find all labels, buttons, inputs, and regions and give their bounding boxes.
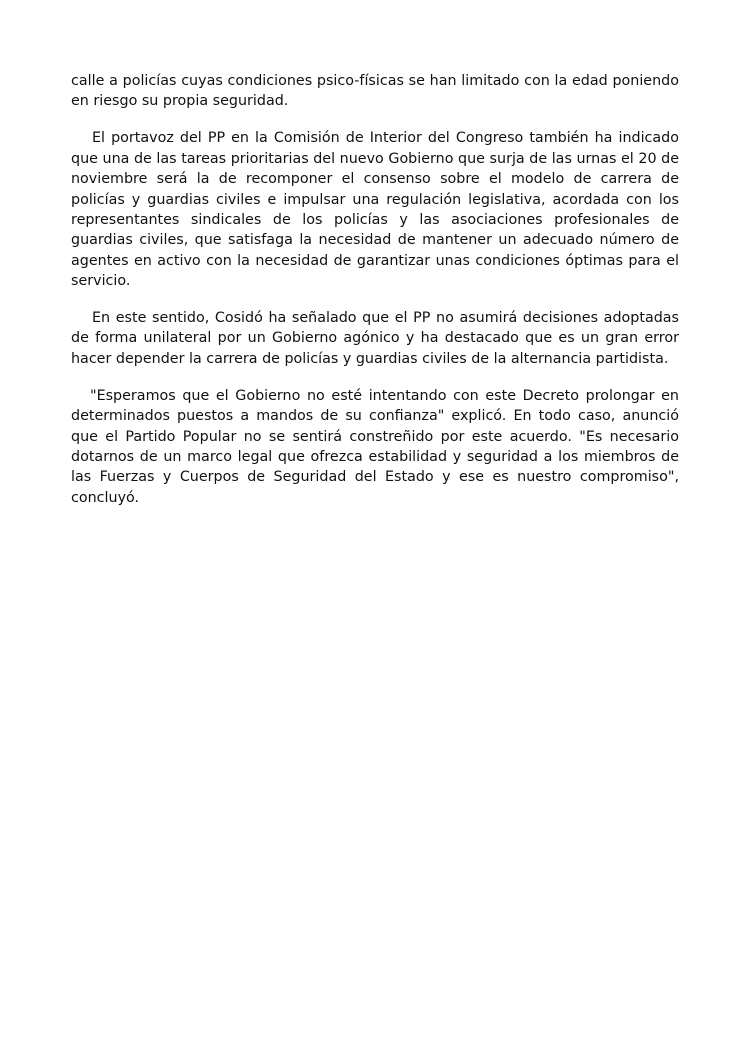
paragraph-spokesman: El portavoz del PP en la Comisión de Interior del Congreso también ha indicado que una de las tareas prioritarias del nuevo Gobierno que surja de las urnas el 20 de noviembre será la de recomponer el consenso sobre el modelo de carrera de policías y guardias civiles e impulsar una regulación legislativa, acordada con los representantes sindicales de los policías y las asociaciones profesionales de guardias civiles, que satisfaga la necesidad de mantener un adecuado número de agentes en activo con la necesidad de garantizar unas condiciones óptimas para el servicio. (71, 130, 679, 290)
paragraph-cosido: En este sentido, Cosidó ha señalado que el PP no asumirá decisiones adoptadas de forma unilateral por un Gobierno agónico y ha destacado que es un gran error hacer depender la carrera de policías y guardias civiles de la alternancia partidista. (71, 310, 679, 367)
paragraph-continuation: calle a policías cuyas condiciones psico-físicas se han limitado con la edad poniendo en riesgo su propia seguridad. (71, 73, 679, 110)
body-text (71, 71, 679, 525)
paragraph-quote: "Esperamos que el Gobierno no esté intentando con este Decreto prolongar en determinados puestos a mandos de su confianza" explicó. En todo caso, anunció que el Partido Popular no se sentirá constreñido por este acuerdo. "Es necesario dotarnos de un marco legal que ofrezca estabilidad y seguridad a los miembros de las Fuerzas y Cuerpos de Seguridad del Estado y ese es nuestro compromiso", concluyó. (71, 387, 679, 506)
